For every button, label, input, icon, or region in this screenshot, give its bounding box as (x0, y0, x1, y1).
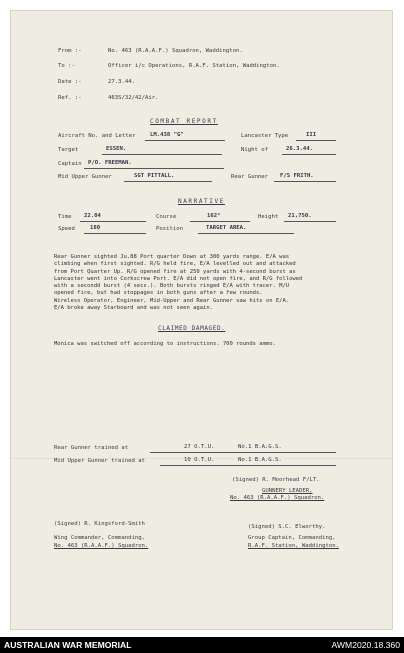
rear-gunner-value: F/S FRITH. (280, 173, 314, 179)
ref-label: Ref. :- (58, 95, 82, 101)
to-label: To :- (58, 63, 75, 69)
night-rule (282, 154, 336, 155)
gunnery-signature: (Signed) R. Moorhead F/LT. (232, 477, 320, 483)
rear-trained-label: Rear Gunner trained at (54, 445, 129, 451)
mid-upper-label: Mid Upper Gunner (58, 174, 112, 180)
captain-rule (84, 168, 224, 169)
mid-trained-bags: No.1 B.A.G.S. (238, 457, 282, 463)
group-captain-title: Group Captain, Commanding, (248, 535, 336, 541)
time-label: Time (58, 214, 72, 220)
ref-value: 463S/32/42/Air. (108, 95, 159, 101)
archive-footer (0, 637, 404, 653)
narrative-line: with a secondd burst (4 secs.). Both bursts ringed E/A with tracer. M/U (54, 283, 290, 290)
wing-commander-title: Wing Commander, Commanding, (54, 535, 145, 541)
narrative-line: from Port Quarter Up. R/G opened fire at 250 yards with 4-second burst as (54, 268, 296, 275)
height-label: Height (258, 214, 279, 220)
narrative-title: NARRATIVE (178, 198, 225, 205)
rear-trained-otu: 27 O.T.U. (184, 444, 215, 450)
from-value: No. 463 (R.A.A.F.) Squadron, Waddington. (108, 48, 243, 54)
aircraft-label: Aircraft No. and Letter (58, 133, 136, 139)
narrative-line: climbing when first sighted. R/G held fire, E/A levelled out and attacked (54, 261, 296, 268)
rear-gunner-rule (274, 181, 336, 182)
captain-value: P/O. FREEMAN. (88, 160, 132, 166)
type-rule (296, 140, 336, 141)
type-label: Lancaster Type (241, 133, 289, 139)
narrative-line: Rear Gunner sighted Ju.88 Port quarter Down at 300 yards range. E/A was (54, 254, 290, 260)
date-value: 27.3.44. (108, 79, 135, 85)
target-value: ESSEN. (106, 146, 127, 152)
mid-trained-rule (160, 465, 336, 466)
night-value: 26.3.44. (286, 146, 313, 152)
type-value: III (306, 132, 317, 138)
narrative-text (54, 254, 302, 312)
target-rule (102, 154, 222, 155)
course-rule (190, 221, 250, 222)
narrative-line: Lancaster went into Corkscrew Port. E/A did not open fire, and R/G followed (54, 275, 303, 282)
speed-rule (84, 233, 146, 234)
monica-text: Monica was switched off according to instructions. 700 rounds ammo. (54, 341, 276, 347)
height-rule (284, 221, 336, 222)
mid-upper-rule (124, 181, 212, 182)
date-label: Date :- (58, 79, 82, 85)
mid-upper-value: SGT PITTALL. (134, 173, 175, 179)
height-value: 21,750. (288, 213, 312, 219)
mid-trained-label: Mid Upper Gunner trained at (54, 458, 145, 464)
captain-label: Captain (58, 161, 82, 167)
claim-title: CLAIMED DAMAGED. (158, 325, 226, 332)
rear-trained-rule (150, 452, 336, 453)
group-captain-signature: (Signed) S.C. Elworthy. (248, 524, 326, 530)
position-label: Position (156, 226, 183, 232)
from-label: From :- (58, 48, 82, 54)
narrative-line: opened fire, but had stoppages in both guns after a few rounds. (54, 290, 263, 297)
report-title: COMBAT REPORT (150, 118, 218, 125)
footer-institution: AUSTRALIAN WAR MEMORIAL (4, 640, 132, 650)
group-captain-unit: R.A.F. Station, Waddington. (248, 543, 339, 549)
night-label: Night of (241, 147, 268, 153)
wing-commander-unit: No. 463 (R.A.A.F.) Squadron. (54, 543, 149, 549)
course-label: Course (156, 214, 177, 220)
aircraft-rule (145, 140, 225, 141)
course-value: 162° (207, 213, 221, 219)
narrative-line: Wireless Operator, Engineer, Mid-Upper and Rear Gunner saw hits on E/A. (54, 297, 290, 304)
gunnery-unit: No. 463 (R.A.A.F.) Squadron. (230, 495, 325, 501)
time-rule (80, 221, 146, 222)
target-label: Target (58, 147, 79, 153)
rear-trained-bags: No.1 B.A.G.S. (238, 444, 282, 450)
wing-commander-signature: (Signed) R. Kingsford-Smith (54, 521, 145, 527)
speed-label: Speed (58, 226, 75, 232)
footer-accession-number: AWM2020.18.360 (331, 640, 400, 650)
to-value: Officer i/c Operations, R.A.F. Station, Waddington. (108, 63, 280, 69)
aircraft-value: LM.438 "G" (150, 132, 184, 138)
gunnery-title: GUNNERY LEADER, (262, 488, 313, 494)
mid-trained-otu: 10 O.T.U. (184, 457, 215, 463)
position-rule (198, 233, 294, 234)
position-value: TARGET AREA. (206, 225, 247, 231)
speed-value: 180 (90, 225, 101, 231)
narrative-line: E/A broke away Starboard and was not seen again. (54, 305, 213, 312)
rear-gunner-label: Rear Gunner (231, 174, 269, 180)
time-value: 22.04 (84, 213, 101, 219)
